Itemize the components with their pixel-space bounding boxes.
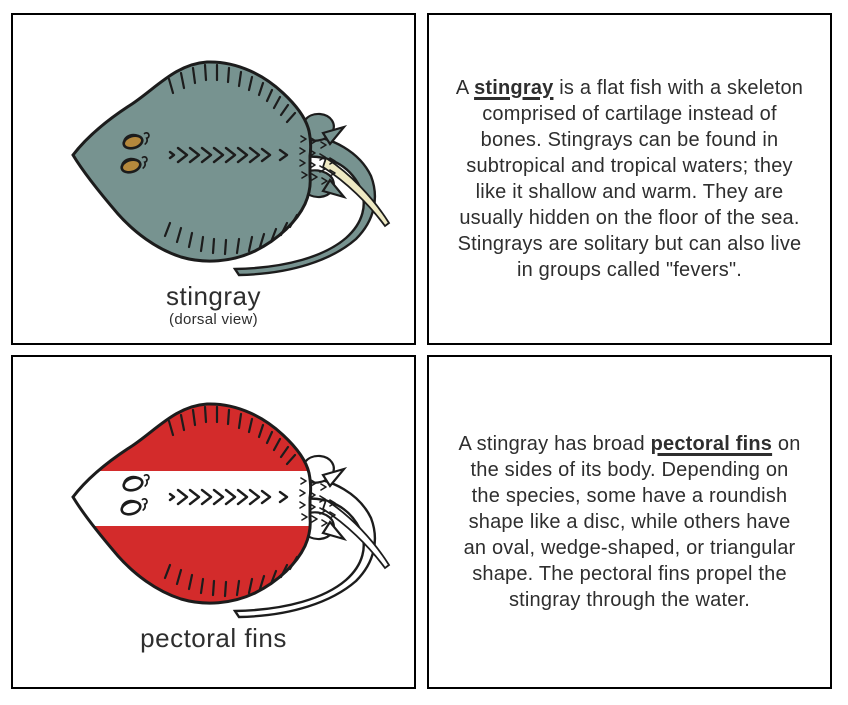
stingray-dorsal-illustration [29,23,399,285]
description-text [455,75,804,283]
term-stingray: stingray [474,77,554,99]
card-label: pectoral fins [140,623,287,653]
stingray-pectoral-fins-illustration [29,365,399,627]
description-suffix: is a flat fish with a skeleton comprised of cartilage instead of bones. Stingrays can be found in subtropical and tropical waters; they like it shallow and warm. They are usually hidden on the floor of the sea. Stingrays are solitary but can also live in groups called "fevers". [457,77,804,281]
description-suffix: on the sides of its body. Depending on the species, some have a roundish shape like a disc, while others have an oval, wedge-shaped, or triangular shape. The pectoral fins propel the stingray through the water. [463,433,801,611]
card-pectoral-fins-picture [11,355,416,689]
card-stingray-description [427,13,832,345]
card-label: stingray [165,281,262,311]
card-sublabel: (dorsal view) [169,311,258,328]
description-prefix: A [455,77,475,99]
description-prefix: A stingray has broad [458,433,651,455]
card-stingray-picture [11,13,416,345]
card-pectoral-fins-description [427,355,832,689]
description-text [455,431,804,613]
term-pectoral-fins: pectoral fins [650,433,773,455]
